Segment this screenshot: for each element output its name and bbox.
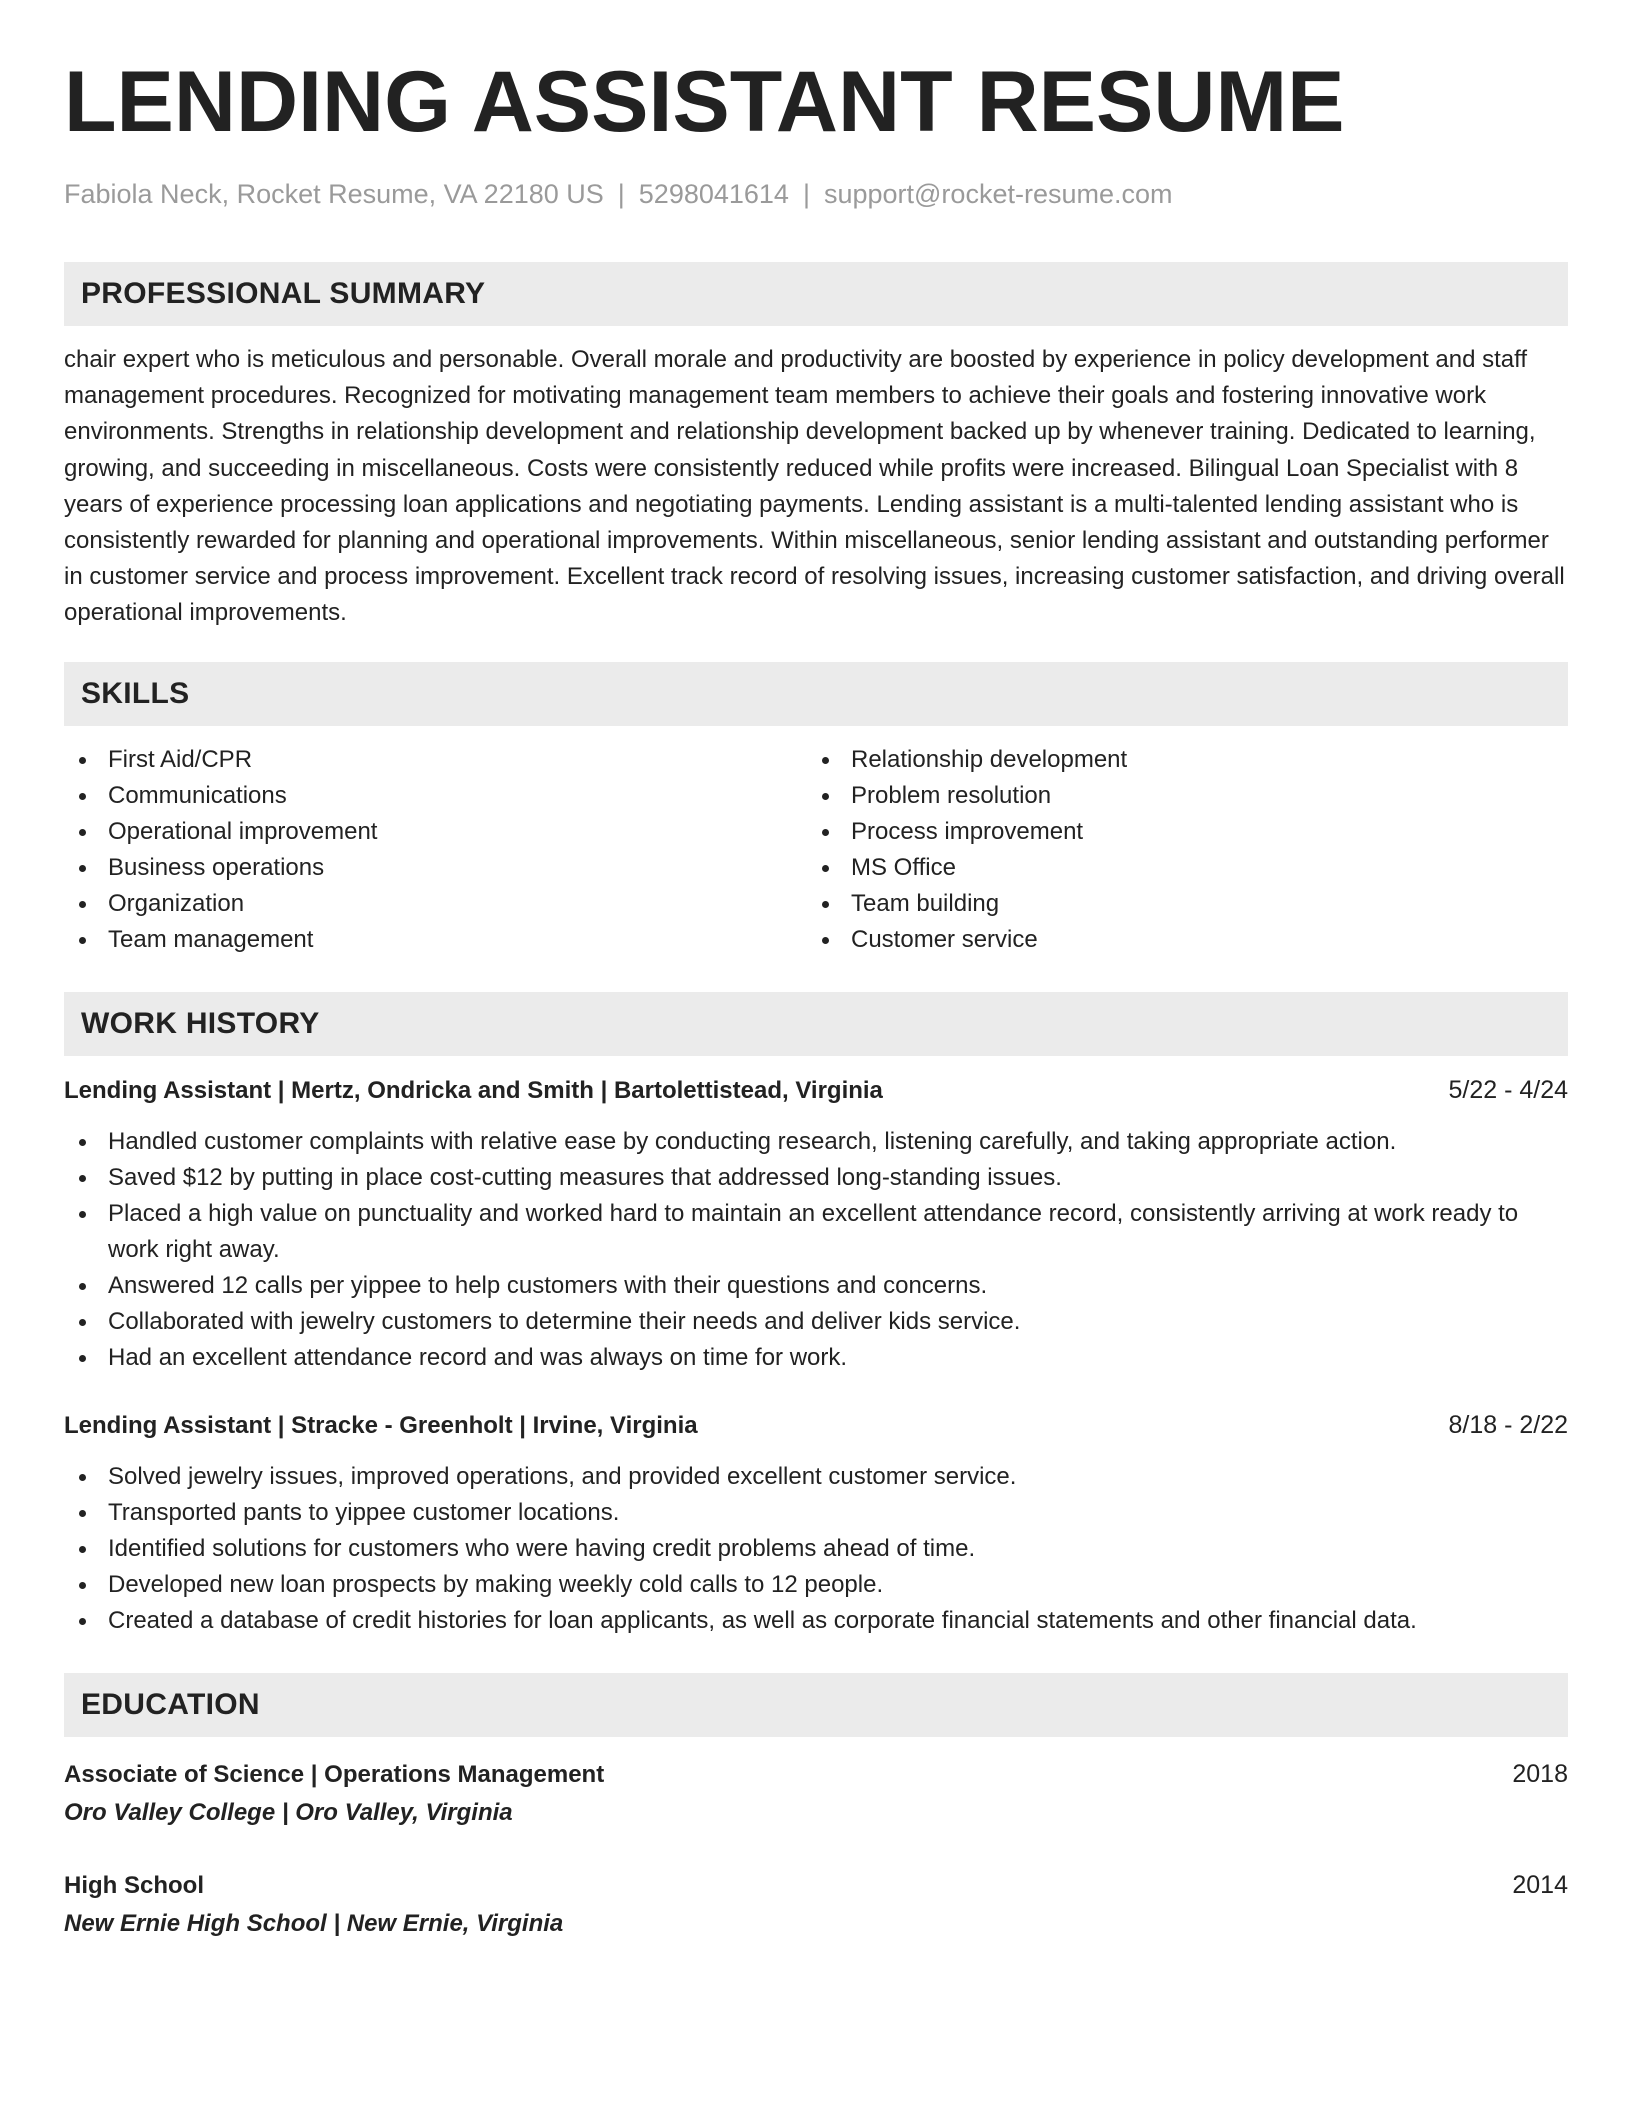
contact-phone: 5298041614 [638, 179, 789, 209]
job-bullets [64, 1124, 1568, 1376]
job-bullet: Solved jewelry issues, improved operations, and provided excellent customer service. [64, 1459, 1568, 1495]
job-bullet: Identified solutions for customers who were having credit problems ahead of time. [64, 1531, 1568, 1567]
education-school: Oro Valley College | Oro Valley, Virginia [64, 1798, 513, 1826]
job-bullet: Saved $12 by putting in place cost-cutting measures that addressed long-standing issues. [64, 1160, 1568, 1196]
education-school: New Ernie High School | New Ernie, Virginia [64, 1909, 564, 1937]
contact-address: Fabiola Neck, Rocket Resume, VA 22180 US [64, 179, 604, 209]
job-title: Lending Assistant | Stracke - Greenholt | Irvine, Virginia [64, 1411, 698, 1439]
job-bullet: Placed a high value on punctuality and worked hard to maintain an excellent attendance record, consistently arriving at work ready to work right away. [64, 1196, 1568, 1268]
section-header-skills: SKILLS [64, 662, 1568, 726]
skill-item: Customer service [807, 922, 1550, 958]
skill-item: Relationship development [807, 742, 1550, 778]
education-heading [64, 1868, 1568, 1903]
skill-item: Problem resolution [807, 778, 1550, 814]
skills-column-right [807, 742, 1550, 958]
skill-item: First Aid/CPR [64, 742, 807, 778]
skill-item: MS Office [807, 850, 1550, 886]
education-year: 2018 [1512, 1759, 1568, 1788]
education-heading [64, 1757, 1568, 1792]
education-degree: High School [64, 1871, 204, 1899]
page-title: LENDING ASSISTANT RESUME [64, 54, 1345, 150]
job-title: Lending Assistant | Mertz, Ondricka and Smith | Bartolettistead, Virginia [64, 1076, 883, 1104]
education-year: 2014 [1512, 1870, 1568, 1899]
job-dates: 5/22 - 4/24 [1448, 1075, 1568, 1104]
summary-text: chair expert who is meticulous and personable. Overall morale and productivity are boosted by experience in policy development and staff management procedures. Recognized for motivating management team members to achieve their goals and fostering innovative work environments. Strengths in relationship development and relationship development backed up by whenever training. Dedicated to learning, growing, and succeeding in miscellaneous. Costs were consistently reduced while profits were increased. Bilingual Loan Specialist with 8 years of experience processing loan applications and negotiating payments. Lending assistant is a multi-talented lending assistant who is consistently rewarded for planning and operational improvements. Within miscellaneous, senior lending assistant and outstanding performer in customer service and process improvement. Excellent track record of resolving issues, increasing customer satisfaction, and driving overall operational improvements. [64, 346, 1565, 627]
job-bullet: Transported pants to yippee customer locations. [64, 1495, 1568, 1531]
education-degree: Associate of Science | Operations Management [64, 1760, 605, 1788]
job-bullet: Collaborated with jewelry customers to determine their needs and deliver kids service. [64, 1304, 1568, 1340]
contact-line [64, 178, 1568, 210]
section-header-summary: PROFESSIONAL SUMMARY [64, 262, 1568, 326]
job-bullet: Created a database of credit histories for loan applicants, as well as corporate financial statements and other financial data. [64, 1603, 1568, 1639]
job-bullet: Had an excellent attendance record and was always on time for work. [64, 1340, 1568, 1376]
skill-item: Operational improvement [64, 814, 807, 850]
section-header-work-history: WORK HISTORY [64, 992, 1568, 1056]
job-bullet: Developed new loan prospects by making weekly cold calls to 12 people. [64, 1567, 1568, 1603]
job-bullets [64, 1459, 1568, 1639]
job-bullet: Handled customer complaints with relative ease by conducting research, listening carefully, and taking appropriate action. [64, 1124, 1568, 1160]
skill-item: Organization [64, 886, 807, 922]
job-heading [64, 1408, 1568, 1443]
skills-grid [64, 742, 1568, 958]
skill-item: Team management [64, 922, 807, 958]
job-heading [64, 1073, 1568, 1108]
job-dates: 8/18 - 2/22 [1448, 1410, 1568, 1439]
contact-separator: | [802, 179, 810, 209]
skill-item: Business operations [64, 850, 807, 886]
contact-separator: | [617, 179, 625, 209]
contact-email: support@rocket-resume.com [823, 179, 1173, 209]
job-bullet: Answered 12 calls per yippee to help customers with their questions and concerns. [64, 1268, 1568, 1304]
section-header-education: EDUCATION [64, 1673, 1568, 1737]
skill-item: Team building [807, 886, 1550, 922]
skills-column-left [64, 742, 807, 958]
skill-item: Communications [64, 778, 807, 814]
skill-item: Process improvement [807, 814, 1550, 850]
